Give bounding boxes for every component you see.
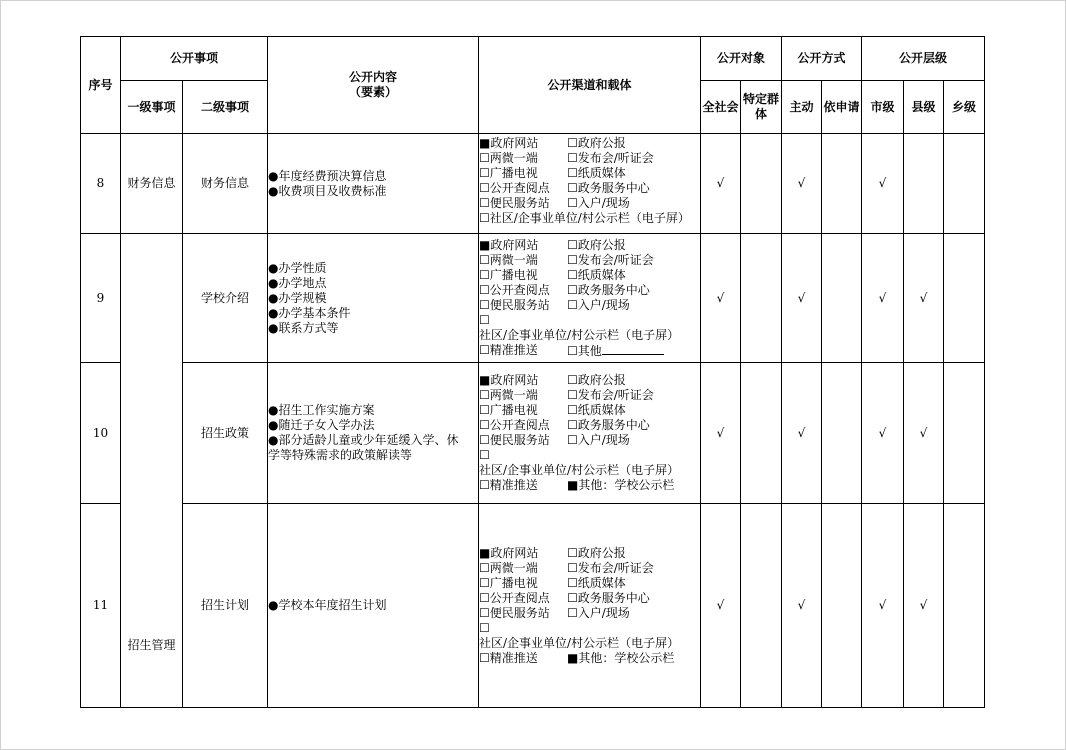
tick-active: √: [782, 504, 822, 708]
tick-specific: [741, 504, 782, 708]
row-seq: 10: [81, 363, 121, 504]
row-channels: ■政府网站 ☐政府公报 ☐两微一端 ☐发布会/听证会 ☐广播电视 ☐纸质媒体 ☐公开查阅点 ☐政务服务中心 ☐便民服务站 ☐入户/现场 ☐社区/企事业单位/村公示栏（电子屏） ☐精准推送 ☐其他: [479, 234, 701, 363]
tick-request: [822, 363, 862, 504]
table-row: [81, 134, 985, 234]
row-content: [268, 134, 479, 234]
tick-county: √: [904, 234, 944, 363]
tick-city: √: [862, 234, 904, 363]
header-matters: 公开事项: [121, 37, 268, 81]
row-level2: 招生政策: [183, 363, 268, 504]
row-channels: ■政府网站 ☐政府公报 ☐两微一端 ☐发布会/听证会 ☐广播电视 ☐纸质媒体 ☐公开查阅点 ☐政务服务中心 ☐便民服务站 ☐入户/现场 ☐社区/企事业单位/村公示栏（电子屏） ☐精准推送 ■其他：学校公示栏: [479, 363, 701, 504]
content-item: ●学校本年度招生计划: [268, 598, 387, 612]
row-level2: 招生计划: [183, 504, 268, 708]
header-level1: 一级事项: [121, 81, 183, 134]
row-level1: 财务信息: [121, 134, 183, 234]
tick-all: √: [701, 504, 741, 708]
tick-city: √: [862, 134, 904, 234]
tick-city: √: [862, 504, 904, 708]
header-content-sub: （要素）: [348, 85, 397, 99]
row-channels: ■政府网站 ☐政府公报 ☐两微一端 ☐发布会/听证会 ☐广播电视 ☐纸质媒体 ☐公开查阅点 ☐政务服务中心 ☐便民服务站 ☐入户/现场 ☐社区/企事业单位/村公示栏（电子屏）: [479, 134, 701, 234]
content-item: ●办学地点: [268, 275, 327, 290]
header-level-county: 县级: [904, 81, 944, 134]
tick-request: [822, 134, 862, 234]
row-channels: ■政府网站 ☐政府公报 ☐两微一端 ☐发布会/听证会 ☐广播电视 ☐纸质媒体 ☐公开查阅点 ☐政务服务中心 ☐便民服务站 ☐入户/现场 ☐社区/企事业单位/村公示栏（电子屏） ☐精准推送 ■其他：学校公示栏: [479, 504, 701, 708]
row-level2: 学校介绍: [183, 234, 268, 363]
content-item: 学等特殊需求的政策解读等: [268, 448, 413, 462]
header-channels: 公开渠道和载体: [479, 37, 701, 134]
tick-town: [944, 363, 985, 504]
header-content: [268, 37, 479, 134]
content-item: ●随迁子女入学办法: [268, 418, 375, 432]
content-item: ●联系方式等: [268, 320, 339, 335]
tick-all: √: [701, 134, 741, 234]
tick-active: √: [782, 134, 822, 234]
tick-all: √: [701, 234, 741, 363]
header-level2: 二级事项: [183, 81, 268, 134]
content-item: ●办学性质: [268, 260, 327, 275]
tick-city: √: [862, 363, 904, 504]
header-audience-all: 全社会: [701, 81, 741, 134]
table-row: [81, 504, 985, 708]
tick-county: [904, 134, 944, 234]
tick-specific: [741, 363, 782, 504]
header-level: 公开层级: [862, 37, 985, 81]
tick-town: [944, 134, 985, 234]
tick-county: √: [904, 363, 944, 504]
tick-specific: [741, 134, 782, 234]
content-item: ●招生工作实施方案: [268, 403, 375, 417]
table-row: [81, 363, 985, 504]
row-content: [268, 234, 479, 363]
header-level-city: 市级: [862, 81, 904, 134]
tick-all: √: [701, 363, 741, 504]
tick-active: √: [782, 234, 822, 363]
row-level1-merged: 招生管理: [121, 234, 183, 708]
tick-request: [822, 504, 862, 708]
content-item: ●收费项目及收费标准: [268, 183, 387, 198]
tick-county: √: [904, 504, 944, 708]
row-seq: 9: [81, 234, 121, 363]
header-method-request: 依申请: [822, 81, 862, 134]
tick-town: [944, 504, 985, 708]
tick-town: [944, 234, 985, 363]
tick-request: [822, 234, 862, 363]
row-seq: 11: [81, 504, 121, 708]
content-item: ●办学规模: [268, 290, 327, 305]
header-audience: 公开对象: [701, 37, 782, 81]
content-item: ●办学基本条件: [268, 305, 351, 320]
header-seq: 序号: [81, 37, 121, 134]
row-content: [268, 504, 479, 708]
table-row: [81, 234, 985, 363]
header-audience-specific: 特定群体: [741, 81, 782, 134]
tick-active: √: [782, 363, 822, 504]
row-seq: 8: [81, 134, 121, 234]
content-item: ●部分适龄儿童或少年延缓入学、休: [268, 433, 459, 447]
header-method: 公开方式: [782, 37, 862, 81]
header-method-active: 主动: [782, 81, 822, 134]
header-content-title: 公开内容: [348, 70, 397, 84]
content-item: ●年度经费预决算信息: [268, 168, 387, 183]
disclosure-table: [80, 36, 985, 708]
row-content: [268, 363, 479, 504]
row-level2: 财务信息: [183, 134, 268, 234]
header-level-town: 乡级: [944, 81, 985, 134]
tick-specific: [741, 234, 782, 363]
